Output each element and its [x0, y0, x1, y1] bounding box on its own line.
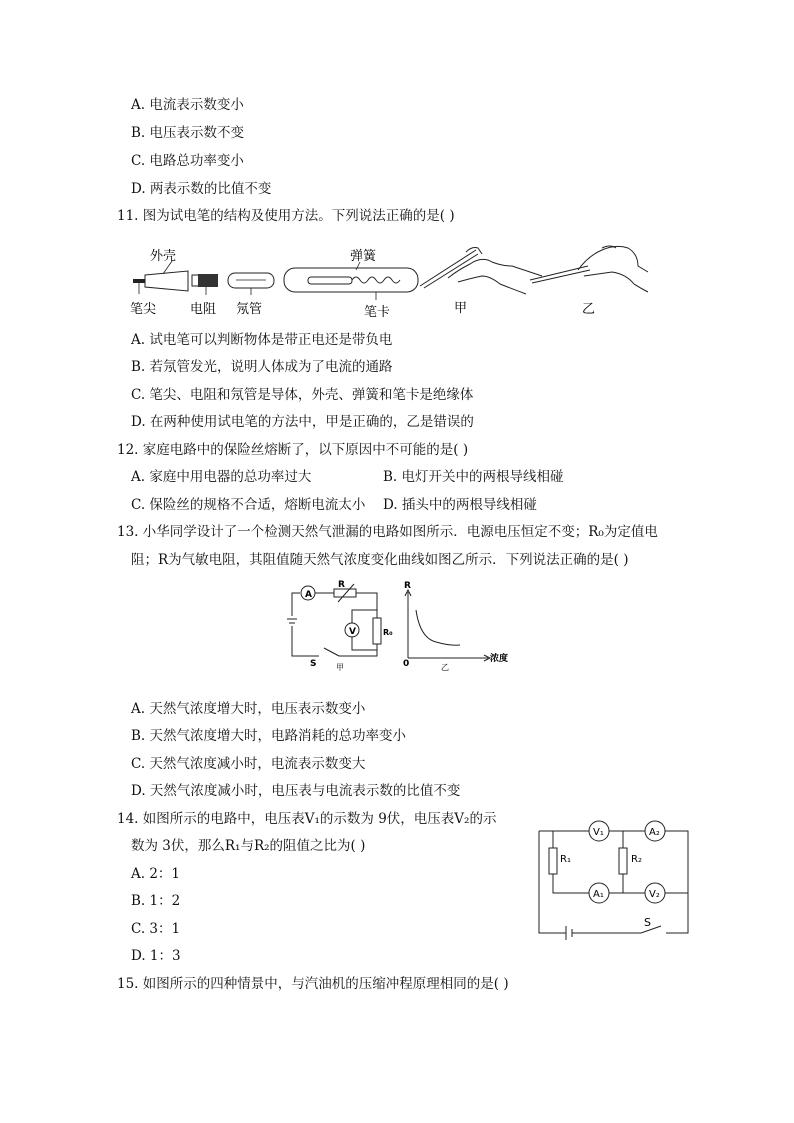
q13-option-a: A. 天然气浓度增大时，电压表示数变小 — [131, 701, 366, 717]
v1-label: V₁ — [593, 827, 604, 838]
fig-jia-label: 甲 — [336, 663, 344, 672]
ammeter-label: A — [305, 590, 312, 600]
hand-yi-drawing — [530, 246, 648, 292]
q14-option-c: C. 3：1 — [131, 921, 181, 937]
q11-option-c: C. 笔尖、电阻和氖管是导体，外壳、弹簧和笔卡是绝缘体 — [131, 387, 474, 403]
q12-option-a: A. 家庭中用电器的总功率过大 — [131, 469, 312, 485]
q14-option-b: B. 1：2 — [131, 893, 181, 909]
q14-circuit-figure — [536, 818, 694, 940]
pen-body-part — [284, 262, 418, 300]
gas-resistor-label: R — [338, 580, 345, 590]
resistor-part — [192, 274, 218, 295]
q11-option-b: B. 若氖管发光，说明人体成为了电流的通路 — [131, 359, 393, 375]
q12-option-d: D. 插头中的两根导线相碰 — [383, 497, 537, 513]
label-shell: 外壳 — [150, 249, 177, 264]
q11-stem: 11. 图为试电笔的结构及使用方法。下列说法正确的是( ) — [117, 208, 455, 224]
q10-option-a: A. 电流表示数变小 — [131, 97, 244, 113]
voltmeter-label: V — [349, 627, 356, 637]
r1-label: R₁ — [560, 854, 571, 865]
q12-option-c: C. 保险丝的规格不合适，熔断电流太小 — [131, 497, 366, 513]
q12-option-b: B. 电灯开关中的两根导线相碰 — [383, 469, 564, 485]
q13-circuit-figure — [284, 578, 514, 672]
q10-option-b: B. 电压表示数不变 — [131, 125, 245, 141]
q11-test-pen-figure — [128, 238, 648, 322]
graph-x-axis-label: 浓度 — [490, 654, 509, 664]
q10-option-c: C. 电路总功率变小 — [131, 153, 244, 169]
pen-tip-and-shell — [133, 261, 188, 294]
q11-option-d: D. 在两种使用试电笔的方法中，甲是正确的，乙是错误的 — [131, 414, 474, 430]
q14-option-d: D. 1：3 — [131, 948, 181, 964]
q15-stem: 15. 如图所示的四种情景中，与汽油机的压缩冲程原理相同的是( ) — [117, 976, 509, 992]
label-neon: 氖管 — [236, 302, 263, 317]
label-resistor: 电阻 — [190, 302, 217, 317]
label-clip: 笔卡 — [364, 305, 391, 320]
label-spring: 弹簧 — [350, 249, 377, 264]
r0-label: R₀ — [383, 628, 393, 637]
q14-stem-line2: 数为 3伏，那么R₁与R₂的阻值之比为( ) — [131, 838, 366, 854]
q14-stem-line1: 14. 如图所示的电路中，电压表V₁的示数为 9伏，电压表V₂的示 — [117, 811, 497, 827]
label-yi: 乙 — [582, 302, 596, 317]
r2-label: R₂ — [631, 854, 642, 865]
v2-label: V₂ — [649, 889, 660, 900]
q14-option-a: A. 2：1 — [131, 866, 181, 882]
a2-label: A₂ — [649, 827, 660, 838]
neon-tube-part — [228, 273, 274, 295]
label-jia: 甲 — [454, 301, 468, 316]
switch-label: S — [310, 659, 317, 669]
q13-option-c: C. 天然气浓度减小时，电流表示数变大 — [131, 756, 366, 772]
hand-jia-drawing — [420, 248, 542, 295]
s-label: S — [644, 916, 651, 929]
q12-stem: 12. 家庭电路中的保险丝熔断了，以下原因中不可能的是( ) — [117, 442, 469, 458]
graph-origin-label: 0 — [403, 659, 410, 669]
graph-y-axis-label: R — [404, 581, 411, 591]
fig-yi-label: 乙 — [441, 663, 449, 672]
q13-stem-line2: 阻；R为气敏电阻，其阻值随天然气浓度变化曲线如图乙所示．下列说法正确的是( ) — [131, 552, 629, 568]
q13-option-d: D. 天然气浓度减小时，电压表与电流表示数的比值不变 — [131, 783, 461, 799]
q11-option-a: A. 试电笔可以判断物体是带正电还是带负电 — [131, 332, 393, 348]
label-tip: 笔尖 — [130, 302, 157, 317]
q10-option-d: D. 两表示数的比值不变 — [131, 181, 272, 197]
a1-label: A₁ — [593, 889, 604, 900]
q13-stem-line1: 13. 小华同学设计了一个检测天然气泄漏的电路如图所示．电源电压恒定不变；R₀为定值电 — [117, 524, 658, 540]
q13-option-b: B. 天然气浓度增大时，电路消耗的总功率变小 — [131, 728, 407, 744]
